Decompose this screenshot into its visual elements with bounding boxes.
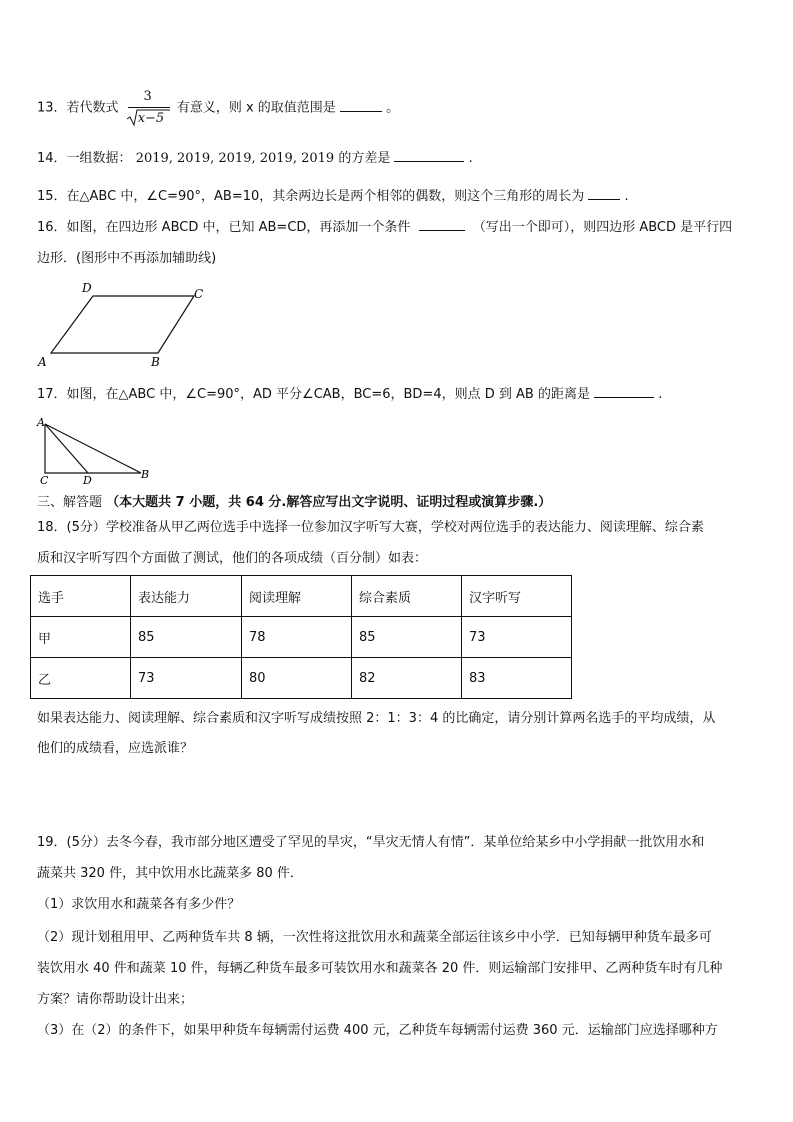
- section-3-heading: [37, 494, 551, 512]
- label-d: D: [82, 281, 92, 295]
- question-14: [37, 149, 473, 168]
- q15-text: 15．在△ABC 中，∠C=90°，AB=10，其余两边长是两个相邻的偶数，则这个三角形的周长为: [37, 189, 585, 204]
- answer-blank: [419, 218, 465, 231]
- table-header-cell: 选手: [31, 576, 131, 617]
- question-19-part-1: [37, 896, 240, 914]
- q14-data: 2019, 2019, 2019, 2019, 2019: [135, 151, 335, 166]
- q19-text-1: 19．(5分）去冬今春，我市部分地区遭受了罕见的旱灾，“旱灾无情人有情”．某单位给某乡中小学捐献一批饮用水和: [37, 835, 705, 850]
- question-17: [37, 385, 662, 404]
- q19-part-2-2: 装饮用水 40 件和蔬菜 10 件，每辆乙种货车最多可装饮用水和蔬菜各 20 件．则运输部门安排甲、乙两种货车时有几种: [37, 961, 723, 976]
- label-c: C: [40, 474, 49, 484]
- question-19-part-3: [37, 1022, 718, 1040]
- q13-prefix: 13．若代数式: [37, 100, 119, 116]
- table-cell: 80: [242, 658, 352, 699]
- q19-part-2-3: 方案？请你帮助设计出来；: [37, 992, 194, 1007]
- question-18-after-1: [37, 710, 715, 728]
- section-3-note: （本大题共 7 小题，共 64 分.解答应写出文字说明、证明过程或演算步骤.）: [106, 495, 552, 510]
- q18-text-1: 18．(5分）学校准备从甲乙两位选手中选择一位参加汉字听写大赛，学校对两位选手的表达能力、阅读理解、综合素: [37, 520, 704, 535]
- question-19-line-1: [37, 834, 704, 852]
- q13-numerator: 3: [143, 89, 152, 104]
- table-cell: 82: [352, 658, 462, 699]
- label-b: B: [141, 468, 150, 481]
- table-header-cell: 汉字听写: [462, 576, 572, 617]
- parallelogram-figure: [34, 280, 214, 370]
- q14-end: .: [468, 151, 473, 166]
- question-19-line-2: [37, 865, 303, 883]
- q15-end: .: [624, 189, 629, 204]
- q16-text-a: 16．如图，在四边形 ABCD 中，已知 AB=CD，再添加一个条件: [37, 220, 411, 235]
- label-a: A: [38, 355, 47, 369]
- table-cell: 85: [131, 617, 242, 658]
- q14-suffix: 的方差是: [338, 151, 391, 166]
- q17-end: .: [658, 387, 663, 402]
- fraction-bar: [128, 107, 170, 108]
- label-c: C: [194, 287, 204, 301]
- table-cell: 甲: [31, 617, 131, 658]
- q13-radicand: x−5: [137, 111, 165, 126]
- label-d: D: [83, 474, 92, 484]
- scores-table: [30, 575, 572, 699]
- q14-prefix: 14．一组数据：: [37, 151, 132, 166]
- q19-part-3: （3）在（2）的条件下，如果甲种货车每辆需付运费 400 元，乙种货车每辆需付运费 360 元．运输部门应选择哪种方: [37, 1023, 718, 1038]
- question-19-part-2-line-1: [37, 929, 712, 947]
- answer-blank: [340, 99, 382, 112]
- question-16-line-2: [37, 250, 216, 268]
- table-cell: 78: [242, 617, 352, 658]
- answer-blank: [394, 149, 464, 162]
- question-19-part-2-line-2: [37, 960, 722, 978]
- section-3-title: 三、解答题: [37, 495, 103, 510]
- q13-denominator: [126, 109, 170, 127]
- table-cell: 83: [462, 658, 572, 699]
- answer-blank: [588, 187, 620, 200]
- label-b: B: [151, 355, 160, 369]
- table-row: [31, 658, 572, 699]
- question-15: [37, 187, 629, 206]
- q19-text-2: 蔬菜共 320 件，其中饮用水比蔬菜多 80 件．: [37, 866, 303, 881]
- question-19-part-2-line-3: [37, 991, 193, 1009]
- table-header-row: [31, 576, 572, 617]
- q17-text: 17．如图，在△ABC 中，∠C=90°，AD 平分∠CAB，BC=6，BD=4，则点 D 到 AB 的距离是: [37, 387, 590, 402]
- question-18-line-1: [37, 519, 704, 537]
- q19-part-1: （1）求饮用水和蔬菜各有多少件？: [37, 897, 241, 912]
- table-cell: 乙: [31, 658, 131, 699]
- table-header-cell: 表达能力: [131, 576, 242, 617]
- question-16-line-1: [37, 218, 732, 237]
- table-header-cell: 阅读理解: [242, 576, 352, 617]
- q19-part-2-1: （2）现计划租用甲、乙两种货车共 8 辆，一次性将这批饮用水和蔬菜全部运往该乡中小学．已知每辆甲种货车最多可: [37, 930, 712, 945]
- question-18-line-2: [37, 550, 427, 568]
- table-cell: 73: [131, 658, 242, 699]
- q13-fraction: [126, 88, 170, 128]
- table-header-cell: 综合素质: [352, 576, 462, 617]
- label-a: A: [37, 416, 45, 429]
- table-cell: 85: [352, 617, 462, 658]
- table-row: [31, 617, 572, 658]
- q18-text-2: 质和汉字听写四个方面做了测试，他们的各项成绩（百分制）如表：: [37, 551, 428, 566]
- q16-text-2: 边形．(图形中不再添加辅助线): [37, 251, 217, 266]
- answer-blank: [594, 385, 654, 398]
- q18-after-2: 他们的成绩看，应选派谁？: [37, 741, 194, 756]
- q13-end: 。: [386, 100, 400, 116]
- question-13: [37, 88, 399, 128]
- right-triangle-figure: [33, 412, 163, 484]
- q13-suffix: 有意义，则 x 的取值范围是: [176, 100, 336, 116]
- table-cell: 73: [462, 617, 572, 658]
- q18-after-1: 如果表达能力、阅读理解、综合素质和汉字听写成绩按照 2：1：3：4 的比确定，请分别计算两名选手的平均成绩，从: [37, 711, 716, 726]
- question-18-after-2: [37, 740, 193, 758]
- q16-text-b: （写出一个即可），则四边形 ABCD 是平行四: [472, 220, 733, 235]
